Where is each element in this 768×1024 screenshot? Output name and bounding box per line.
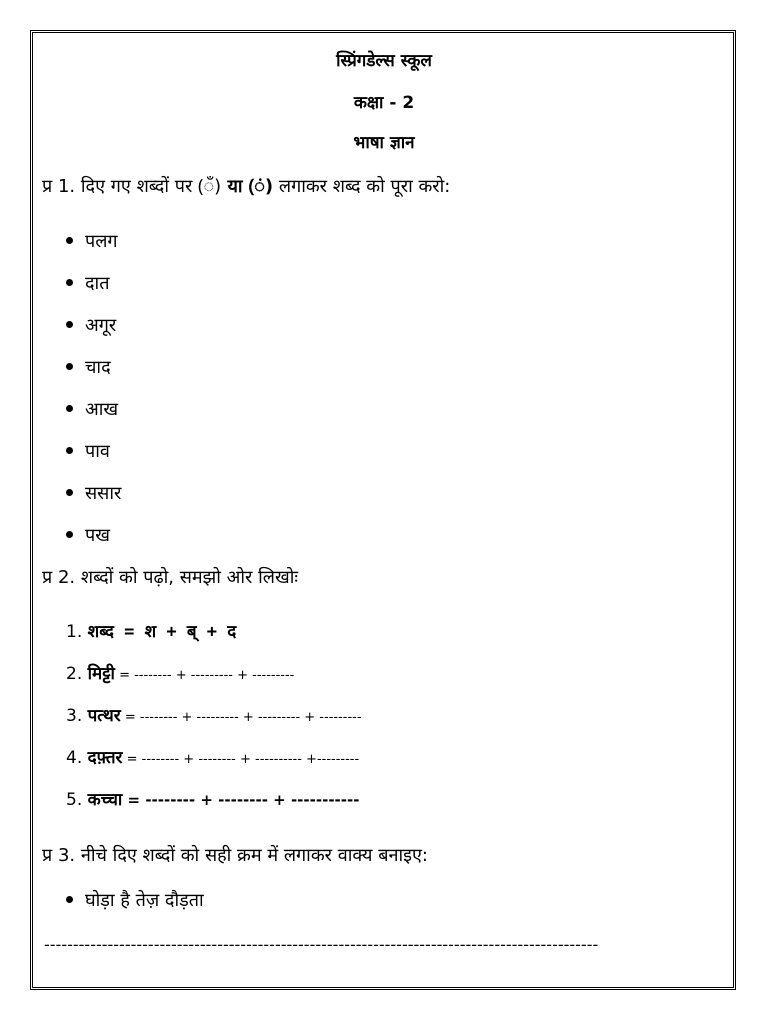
question-2-prompt: प्र 2. शब्दों को पढ़ो, समझो ओर लिखोः [42,567,299,588]
bullet-icon [66,279,73,286]
list-item-text: पाव [85,441,110,462]
bullet-icon [66,447,73,454]
bullet-icon [66,489,73,496]
list-item-text: दात [85,273,110,294]
question-1-prompt-suffix: लगाकर शब्द को पूरा करो: [273,176,451,197]
list-item-text: घोड़ा है तेज़ दौड़ता [85,890,204,911]
list-item-text: अगूर [85,315,117,336]
list-item [66,481,121,505]
item-blanks: = -------- + -------- + ----------- [122,791,360,809]
subject-title: भाषा ज्ञान [353,133,415,153]
numbered-item [66,619,236,642]
item-number: 1. [66,622,83,642]
item-word: कच्चा [87,790,123,810]
list-item [66,229,118,253]
list-item [66,523,110,547]
question-3-prompt: प्र 3. नीचे दिए शब्दों को सही क्रम में लगाकर वाक्य बनाइए: [42,845,429,866]
item-blanks: = -------- + -------- + ---------- +--------- [122,752,360,767]
list-item [66,888,204,912]
bullet-icon [66,363,73,370]
numbered-item [66,787,359,810]
list-item-text: आख [85,399,119,420]
item-word: पत्थर [87,706,121,726]
separator-line: ------------------------------------------------------------------------------------------------ [44,935,599,954]
question-1-prompt-or: या (ं) [221,176,274,197]
list-item [66,271,109,295]
bullet-icon [66,321,73,328]
bullet-icon [66,237,73,244]
bullet-icon [66,405,73,412]
item-number: 3. [66,706,83,726]
question-1-prompt [42,174,450,198]
item-blanks: = -------- + --------- + --------- + --------- [120,710,362,725]
list-item [66,355,111,379]
numbered-item [66,661,294,684]
item-blanks: = -------- + --------- + --------- [114,668,295,683]
list-item [66,313,116,337]
item-number: 2. [66,664,83,684]
list-item [66,439,110,463]
item-word: मिट्टी [87,664,115,684]
item-word: दफ़्तर [87,748,123,768]
item-number: 4. [66,748,83,768]
numbered-item [66,703,362,726]
list-item-text: पख [85,525,110,546]
bullet-icon [66,896,73,903]
class-label: कक्षा - 2 [353,93,415,113]
item-word: शब्द [87,622,114,642]
numbered-item [66,745,359,768]
bullet-icon [66,531,73,538]
list-item-text: पलग [85,231,118,252]
list-item-text: चाद [85,357,111,378]
item-number: 5. [66,790,83,810]
school-name: स्प्रिंगडेल्स स्कूल [336,51,432,71]
list-item [66,397,118,421]
item-breakdown: = श + ब् + द [113,622,237,642]
list-item-text: ससार [85,483,122,504]
question-1-prompt-prefix: प्र 1. दिए गए शब्दों पर (ँ) [42,176,222,197]
